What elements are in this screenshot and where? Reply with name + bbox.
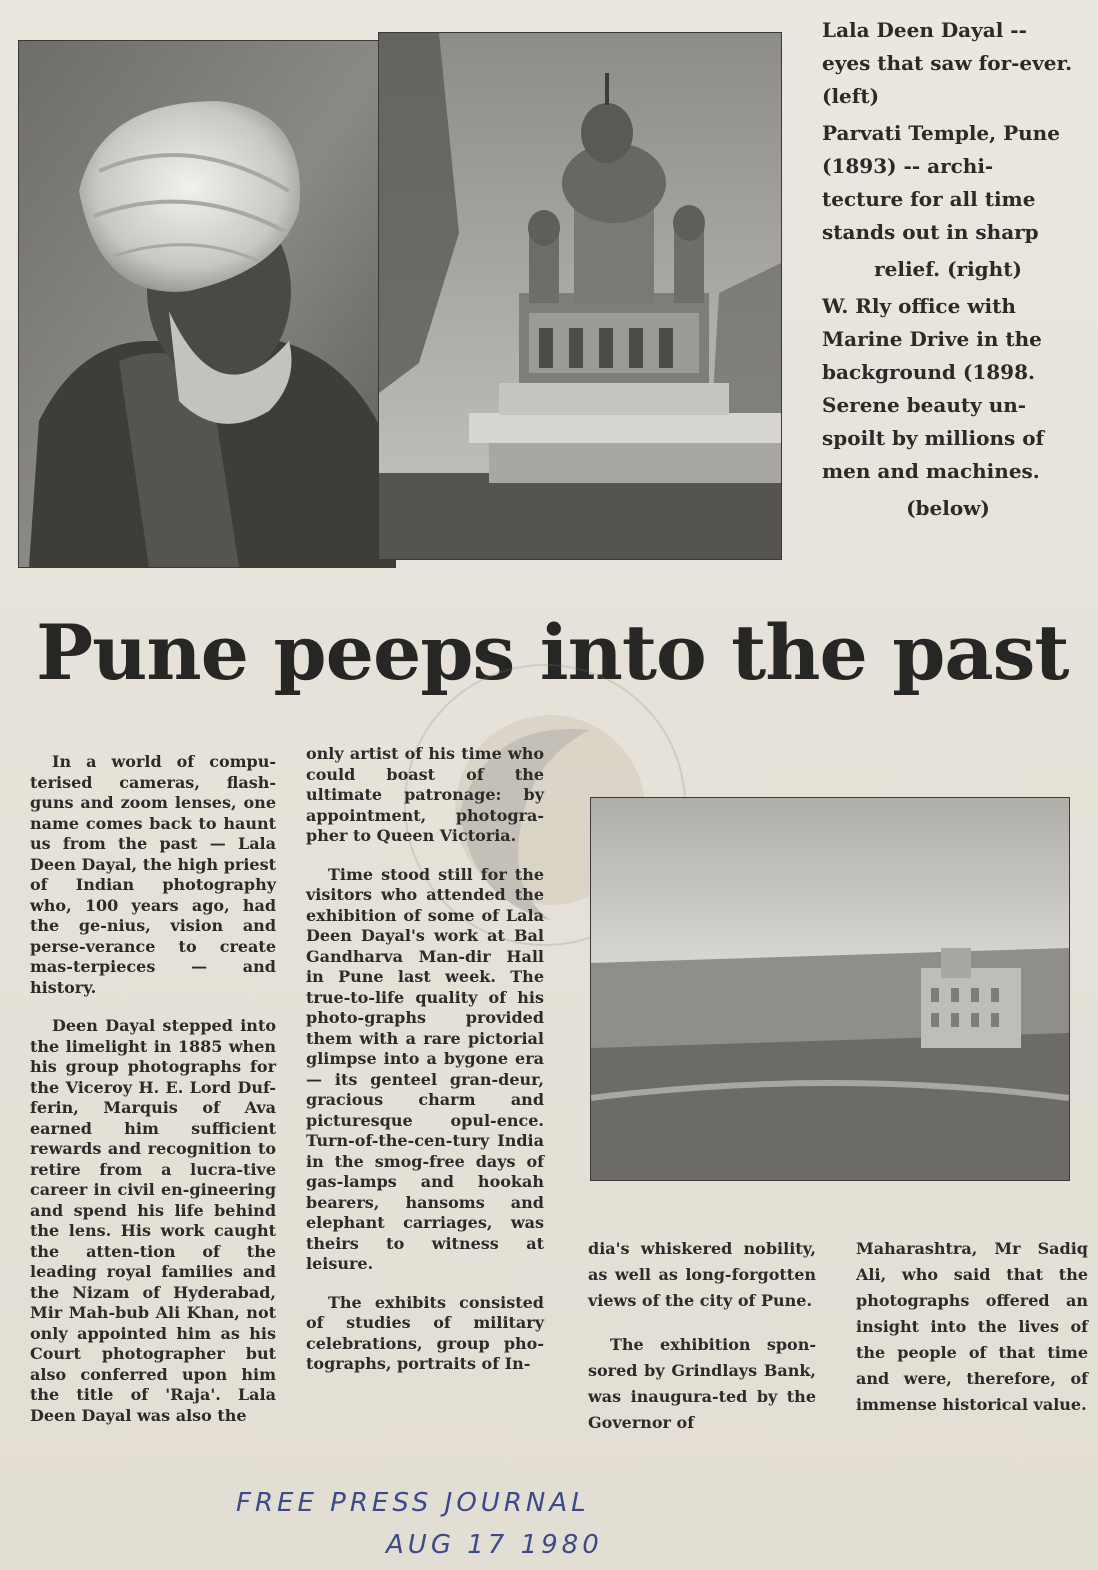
article-paragraph: dia's whiskered nobility, as well as long-forgotten views of the city of Pune. [588, 1239, 816, 1310]
article-column-4 [856, 1236, 1088, 1436]
portrait-image [19, 41, 395, 567]
article-paragraph: only artist of his time who could boast of the ultimate patronage: by appointment, photogra-pher to Queen Victoria. [306, 744, 544, 845]
article-paragraph: In a world of compu-terised cameras, flash-guns and zoom lenses, one name comes back to haunt us from the past — Lala Deen Dayal, the high priest of Indian photography who, 100 years ago, had the ge-nius, vision and perse-verance to create mas-terpieces — and history. [30, 752, 276, 997]
handwritten-source: FREE PRESS JOURNAL [236, 1488, 590, 1518]
caption-marine-direction: (below) [906, 496, 990, 520]
article-paragraph: Time stood still for the visitors who attended the exhibition of some of Lala Deen Dayal's work at Bal Gandharva Man-dir Hall in Pune last week. The true-to-life quality of his photo-graphs provided them with a rare pictorial glimpse into a bygone era — its genteel gran-deur, gracious charm and picturesque opul-ence. Turn-of-the-cen-tury India in the smog-free days of gas-lamps and hookah bearers, hansoms and elephant carriages, was theirs to witness at leisure. [306, 864, 544, 1273]
article-paragraph: Deen Dayal stepped into the limelight in 1885 when his group photographs for the Viceroy H. E. Lord Duf-ferin, Marquis of Ava earned him sufficient rewards and recognition to retire from a lucra-tive career in civil en-gineering and spend his life behind the lens. His work caught the atten-tion of the leading royal families and the Nizam of Hyderabad, Mir Mah-bub Ali Khan, not only appointed him as his Court photographer but also conferred upon him the title of 'Raja'. Lala Deen Dayal was also the [30, 1016, 276, 1425]
caption-marine-drive: W. Rly office with Marine Drive in the background (1898. Serene beauty un-spoilt by millions of men and machines. [822, 294, 1045, 483]
article-column-3 [588, 1236, 816, 1454]
article-paragraph: Maharashtra, Mr Sadiq Ali, who said that the photographs offered an insight into the lives of the people of that time and were, therefore, of immense historical value. [856, 1239, 1088, 1414]
temple-photo [378, 32, 782, 560]
marine-drive-photo [590, 797, 1070, 1181]
caption-temple: Parvati Temple, Pune (1893) -- archi-tecture for all time stands out in sharp [822, 121, 1060, 244]
article-paragraph: The exhibition spon-sored by Grindlays Bank, was inaugura-ted by the Governor of [588, 1335, 816, 1432]
article-column-1 [30, 752, 276, 1444]
handwritten-annotation [236, 1482, 636, 1566]
caption-temple-direction: relief. (right) [874, 257, 1022, 281]
temple-image [379, 33, 781, 559]
marine-drive-image [591, 798, 1069, 1180]
article-paragraph: The exhibits consisted of studies of military celebrations, group pho-tographs, portraits of In- [306, 1292, 544, 1373]
article-column-2 [306, 744, 544, 1393]
handwritten-date: AUG 17 1980 [386, 1530, 603, 1560]
headline: Pune peeps into the past [36, 608, 1069, 697]
photo-caption [822, 14, 1074, 529]
caption-portrait: Lala Deen Dayal -- eyes that saw for-ever. (left) [822, 18, 1073, 108]
portrait-photo [18, 40, 396, 568]
